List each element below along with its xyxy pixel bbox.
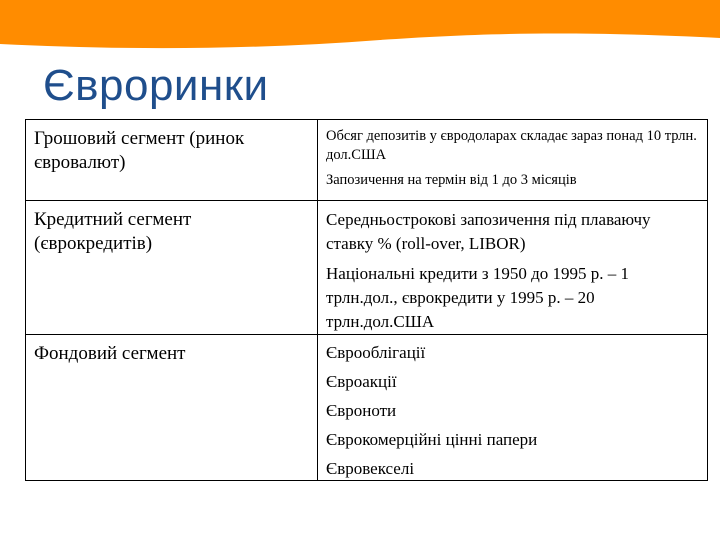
details-cell xyxy=(318,120,708,201)
detail-item: Єврооблігації xyxy=(326,343,426,362)
orange-banner-shape xyxy=(0,0,720,48)
slide-title: Євроринки xyxy=(43,61,269,110)
table-row-stock-segment xyxy=(26,335,708,481)
segment-cell: Кредитний сегмент (єврокредитів) xyxy=(26,201,318,335)
table-row-money-segment xyxy=(26,120,708,201)
detail-item: Євроакції xyxy=(326,372,397,391)
segment-cell: Грошовий сегмент (ринок євровалют) xyxy=(26,120,318,201)
segment-cell: Фондовий сегмент xyxy=(26,335,318,481)
detail-item: Євровекселі xyxy=(326,459,415,478)
eurmarkets-table xyxy=(25,119,708,481)
detail-item: Національні кредити з 1950 до 1995 р. – 1 трлн.дол., єврокредити у 1995 р. – 20 трлн.дол.США xyxy=(326,264,629,331)
detail-item: Єврокомерційні цінні папери xyxy=(326,430,538,449)
detail-item: Середньострокові запозичення під плаваючу ставку % (roll-over, LIBOR) xyxy=(326,210,651,253)
table-row-credit-segment xyxy=(26,201,708,335)
detail-item: Євроноти xyxy=(326,401,397,420)
details-cell xyxy=(318,335,708,481)
detail-item: Обсяг депозитів у євродоларах складає зараз понад 10 трлн. дол.США xyxy=(326,128,697,163)
details-cell xyxy=(318,201,708,335)
detail-item: Запозичення на термін від 1 до 3 місяців xyxy=(326,172,577,188)
